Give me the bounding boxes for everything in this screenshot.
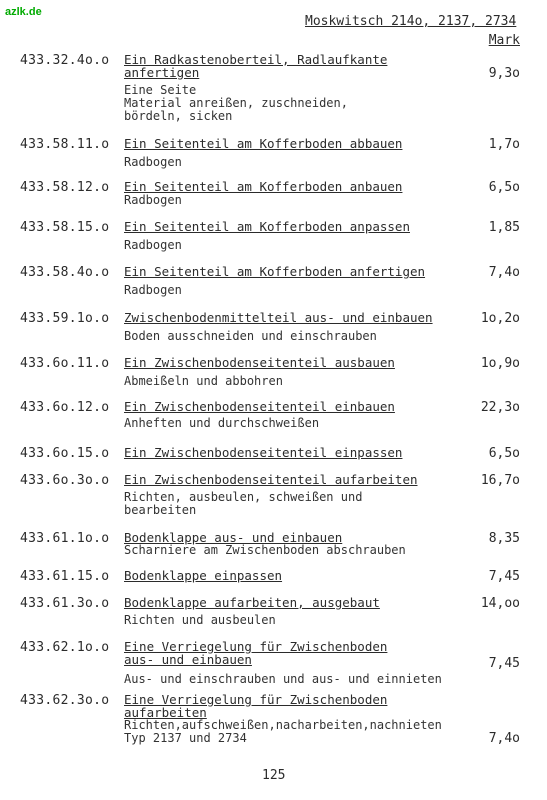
item-texts <box>124 473 454 517</box>
item-price: 6,5o <box>488 446 520 461</box>
item-detail: Abmeißeln und abbohren <box>124 374 283 388</box>
item-code: 433.61.1o.o <box>20 531 110 546</box>
item-title: Ein Radkastenoberteil, Radlaufkante anfertigen <box>124 52 388 80</box>
item-texts <box>124 137 454 169</box>
item-price: 14,oo <box>480 596 520 611</box>
item-detail: Scharniere am Zwischenboden abschrauben <box>124 543 406 557</box>
item-price: 1o,2o <box>480 311 520 326</box>
item-title: Ein Zwischenbodenseitenteil einbauen <box>124 399 395 414</box>
site-watermark: azlk.de <box>5 6 42 18</box>
item-detail: Radbogen <box>124 283 182 297</box>
item-title: Eine Verriegelung für Zwischenboden aufarbeiten <box>124 692 388 720</box>
item-detail: Anheften und durchschweißen <box>124 416 320 430</box>
item-code: 433.62.1o.o <box>20 640 110 655</box>
item-title: Ein Seitenteil am Kofferboden anbauen <box>124 179 403 194</box>
item-price: 1,7o <box>488 137 520 152</box>
item-texts <box>124 446 454 459</box>
item-code: 433.58.15.o <box>20 220 110 235</box>
item-price: 9,3o <box>488 66 520 81</box>
item-price: 7,4o <box>488 731 520 746</box>
item-texts <box>124 180 454 207</box>
item-code: 433.58.11.o <box>20 137 110 152</box>
item-title: Ein Zwischenbodenseitenteil aufarbeiten <box>124 472 418 487</box>
item-title: Ein Seitenteil am Kofferboden abbauen <box>124 136 403 151</box>
item-price: 16,7o <box>480 473 520 488</box>
item-texts <box>124 640 454 686</box>
item-texts <box>124 400 454 430</box>
item-code: 433.58.4o.o <box>20 265 110 280</box>
item-texts <box>124 311 454 343</box>
item-texts <box>124 569 454 582</box>
item-texts <box>124 53 454 123</box>
item-price: 7,45 <box>488 656 520 671</box>
item-price: 6,5o <box>488 180 520 195</box>
item-detail: Radbogen <box>124 238 182 252</box>
item-title: Bodenklappe aufarbeiten, ausgebaut <box>124 595 380 610</box>
item-detail: Aus- und einschrauben und aus- und einnieten <box>124 672 442 686</box>
item-detail: Boden ausschneiden und einschrauben <box>124 329 377 343</box>
item-price: 7,45 <box>488 569 520 584</box>
item-code: 433.32.4o.o <box>20 53 110 68</box>
item-code: 433.61.15.o <box>20 569 110 584</box>
document-header: Moskwitsch 214o, 2137, 2734 <box>305 14 517 29</box>
item-price: 22,3o <box>480 400 520 415</box>
item-texts <box>124 356 454 388</box>
item-code: 433.6o.3o.o <box>20 473 110 488</box>
item-detail: Eine Seite Material anreißen, zuschneiden, bördeln, sicken <box>124 83 348 123</box>
item-detail: Richten und ausbeulen <box>124 613 276 627</box>
item-code: 433.6o.12.o <box>20 400 110 415</box>
item-code: 433.6o.11.o <box>20 356 110 371</box>
item-texts <box>124 693 454 745</box>
item-price: 1,85 <box>488 220 520 235</box>
item-title: Ein Zwischenbodenseitenteil einpassen <box>124 445 403 460</box>
item-title: Eine Verriegelung für Zwischenboden aus- und einbauen <box>124 639 388 667</box>
page-number: 125 <box>262 768 286 783</box>
item-title: Zwischenbodenmittelteil aus- und einbauen <box>124 310 433 325</box>
item-texts <box>124 265 454 297</box>
item-title: Bodenklappe aus- und einbauen <box>124 530 343 545</box>
item-price: 8,35 <box>488 531 520 546</box>
item-texts <box>124 596 454 627</box>
item-code: 433.61.3o.o <box>20 596 110 611</box>
item-code: 433.58.12.o <box>20 180 110 195</box>
item-title: Bodenklappe einpassen <box>124 568 283 583</box>
item-detail: Radbogen <box>124 155 182 169</box>
item-detail: Richten, ausbeulen, schweißen und bearbeiten <box>124 490 363 517</box>
item-code: 433.62.3o.o <box>20 693 110 708</box>
item-texts <box>124 531 454 557</box>
item-title: Ein Seitenteil am Kofferboden anfertigen <box>124 264 426 279</box>
item-price: 1o,9o <box>480 356 520 371</box>
item-price: 7,4o <box>488 265 520 280</box>
item-code: 433.6o.15.o <box>20 446 110 461</box>
item-title: Ein Seitenteil am Kofferboden anpassen <box>124 219 410 234</box>
item-title: Ein Zwischenbodenseitenteil ausbauen <box>124 355 395 370</box>
currency-unit-header: Mark <box>488 33 520 48</box>
item-detail: Richten,aufschweißen,nacharbeiten,nachnieten Typ 2137 und 2734 <box>124 718 442 745</box>
item-code: 433.59.1o.o <box>20 311 110 326</box>
item-texts <box>124 220 454 252</box>
item-detail: Radbogen <box>124 193 182 207</box>
